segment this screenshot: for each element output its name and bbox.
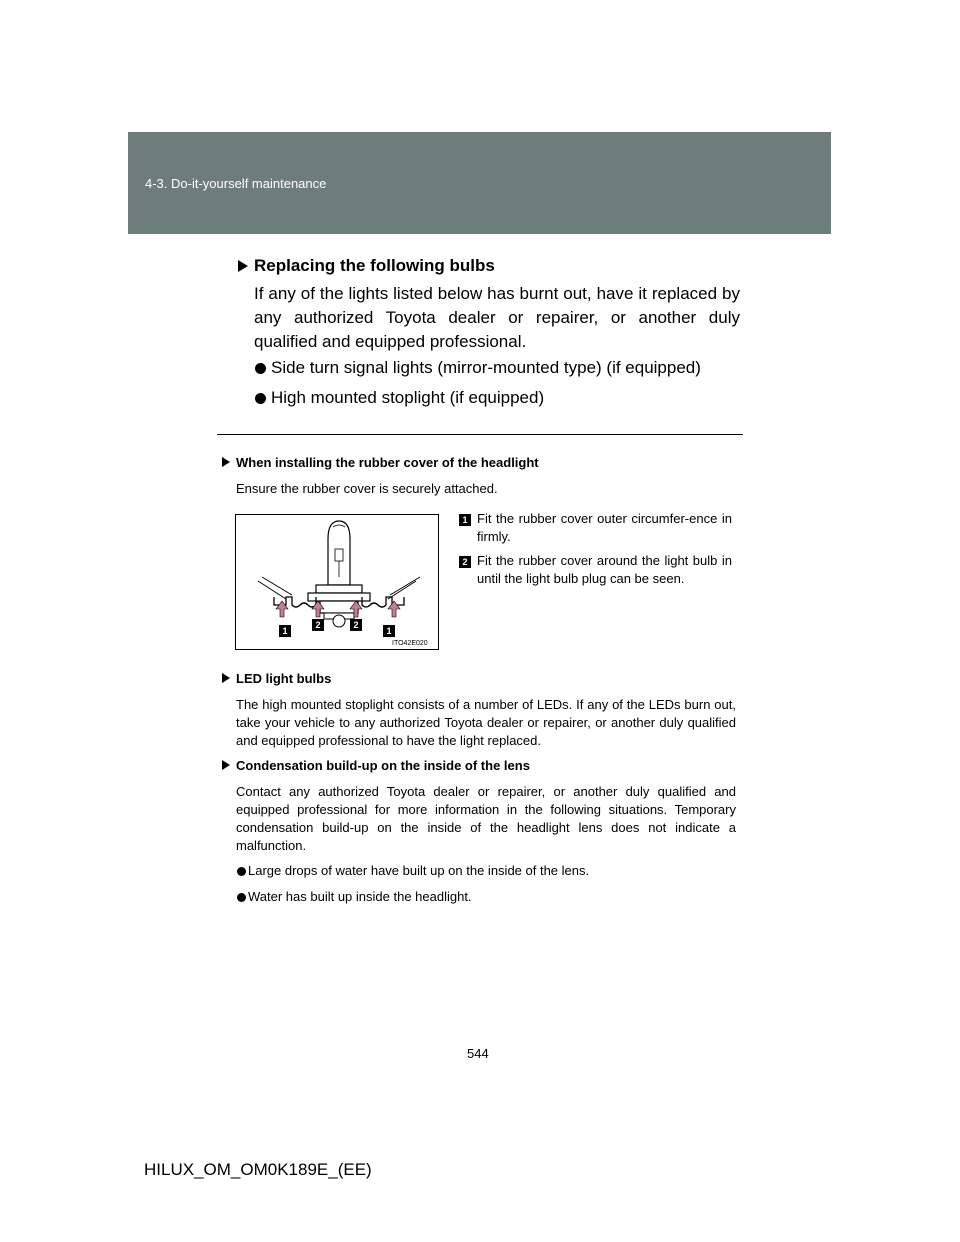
step-text-2: Fit the rubber cover around the light bulb in until the light bulb plug can be seen. bbox=[477, 553, 732, 586]
triangle-bullet-icon bbox=[222, 673, 230, 683]
bullet-dot-icon bbox=[237, 867, 246, 876]
led-heading: LED light bulbs bbox=[236, 671, 332, 686]
rubber-cover-text: Ensure the rubber cover is securely attached. bbox=[236, 481, 498, 496]
callout-2-right: 2 bbox=[353, 620, 359, 630]
condensation-item: Large drops of water have built up on the inside of the lens. bbox=[248, 863, 590, 878]
triangle-bullet-icon bbox=[222, 760, 230, 770]
figure-code: ITO42E020 bbox=[392, 640, 428, 647]
replacing-item: Side turn signal lights (mirror-mounted type) (if equipped) bbox=[271, 358, 701, 377]
rubber-cover-heading: When installing the rubber cover of the headlight bbox=[236, 455, 539, 470]
callout-2-left: 2 bbox=[315, 620, 321, 630]
bullet-dot-icon bbox=[255, 363, 266, 374]
condensation-text: Contact any authorized Toyota dealer or repairer, or another duly qualified and equipped professional for more information in the following situations. Temporary condensation build-up on the inside of the headlight lens does not indicate a malfunction. bbox=[236, 784, 736, 853]
condensation-heading: Condensation build-up on the inside of the lens bbox=[236, 758, 530, 773]
section-title: 4-3. Do-it-yourself maintenance bbox=[145, 176, 327, 191]
document-id: HILUX_OM_OM0K189E_(EE) bbox=[144, 1160, 372, 1179]
triangle-bullet-icon bbox=[238, 260, 248, 272]
led-text: The high mounted stoplight consists of a number of LEDs. If any of the LEDs burn out, take your vehicle to any authorized Toyota dealer or repairer, or another duly qualified and equipped professional to have the light replaced. bbox=[236, 697, 736, 748]
bullet-dot-icon bbox=[237, 893, 246, 902]
replacing-text: If any of the lights listed below has burnt out, have it replaced by any authorized Toyota dealer or repairer, or another duly qualified and equipped professional. bbox=[254, 284, 740, 351]
page-number: 544 bbox=[467, 1046, 489, 1061]
bullet-dot-icon bbox=[255, 393, 266, 404]
headlight-bulb-illustration bbox=[236, 515, 438, 649]
step-text-1: Fit the rubber cover outer circumfer-ence in firmly. bbox=[477, 511, 732, 544]
replacing-item: High mounted stoplight (if equipped) bbox=[271, 388, 545, 407]
callout-1-right: 1 bbox=[386, 626, 392, 636]
condensation-item: Water has built up inside the headlight. bbox=[248, 889, 472, 904]
replacing-heading: Replacing the following bulbs bbox=[254, 256, 495, 275]
section-divider bbox=[217, 434, 743, 435]
headlight-bulb-figure bbox=[235, 514, 439, 650]
callout-1-left: 1 bbox=[282, 626, 288, 636]
step-badge-1: 1 bbox=[459, 514, 471, 526]
step-badge-2: 2 bbox=[459, 556, 471, 568]
triangle-bullet-icon bbox=[222, 457, 230, 467]
